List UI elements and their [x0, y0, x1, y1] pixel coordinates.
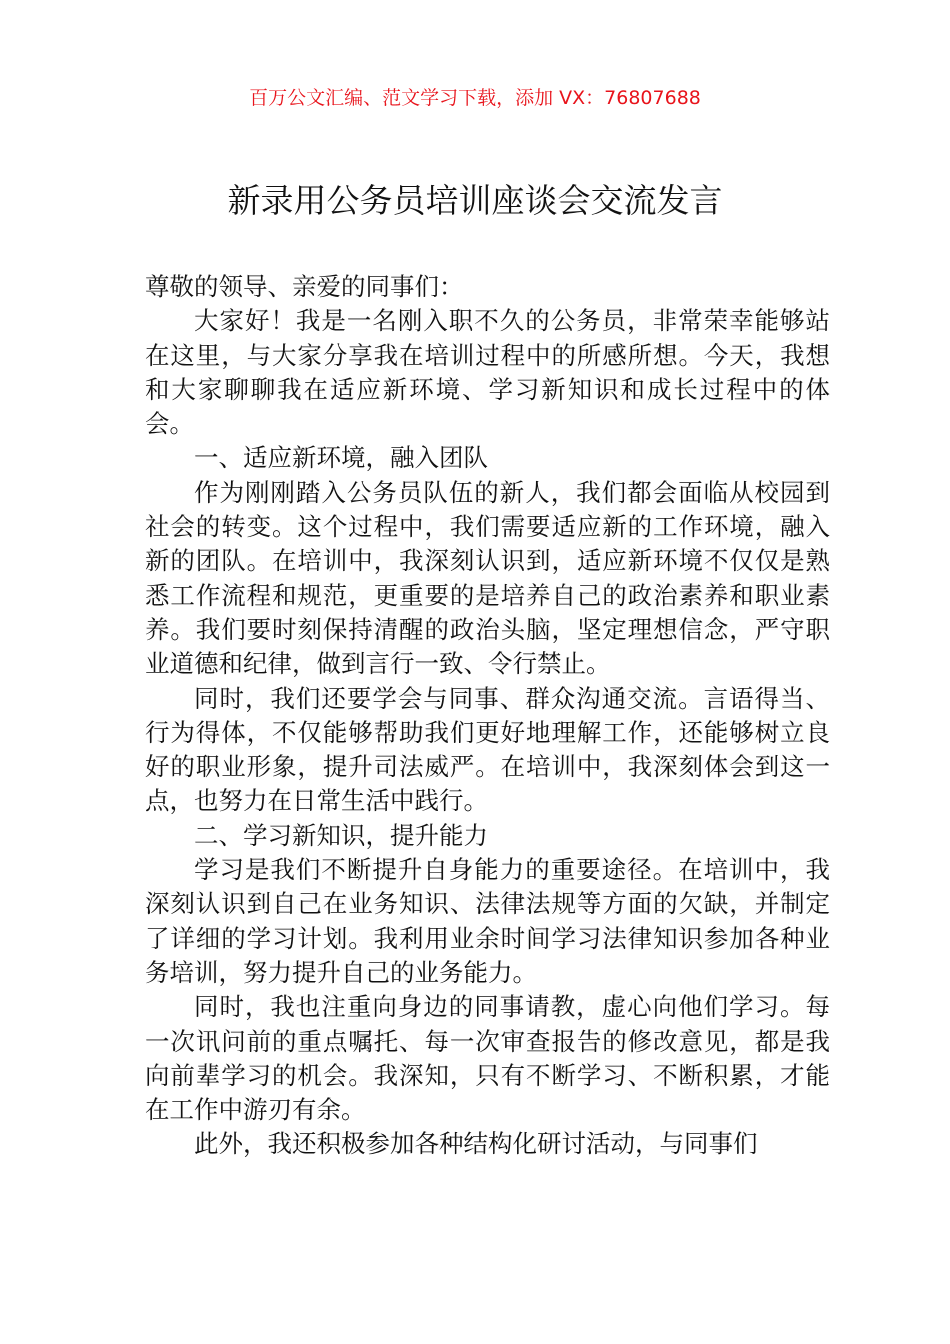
section1-paragraph-2: 同时，我们还要学会与同事、群众沟通交流。言语得当、行为得体，不仅能够帮助我们更好地理解工作，还能够树立良好的职业形象，提升司法威严。在培训中，我深刻体会到这一点，也努力在日常生活中践行。 — [145, 683, 830, 816]
section2-paragraph-2: 同时，我也注重向身边的同事请教，虚心向他们学习。每一次讯问前的重点嘱托、每一次审查报告的修改意见，都是我向前辈学习的机会。我深知，只有不断学习、不断积累，才能在工作中游刃有余。 — [145, 992, 830, 1125]
section-heading-2: 二、学习新知识，提升能力 — [194, 820, 488, 850]
section2-paragraph-3: 此外，我还积极参加各种结构化研讨活动，与同事们 — [194, 1129, 758, 1159]
salutation: 尊敬的领导、亲爱的同事们： — [145, 272, 464, 301]
document-body — [145, 270, 830, 1162]
section2-paragraph-1: 学习是我们不断提升自身能力的重要途径。在培训中，我深刻认识到自己在业务知识、法律法规等方面的欠缺，并制定了详细的学习计划。我利用业余时间学习法律知识参加各种业务培训，努力提升自己的业务能力。 — [145, 855, 830, 987]
section1-paragraph-1: 作为刚刚踏入公务员队伍的新人，我们都会面临从校园到社会的转变。这个过程中，我们需要适应新的工作环境，融入新的团队。在培训中，我深刻认识到，适应新环境不仅仅是熟悉工作流程和规范，更重要的是培养自己的政治素养和职业素养。我们要时刻保持清醒的政治头脑，坚定理想信念，严守职业道德和纪律，做到言行一致、令行禁止。 — [145, 477, 830, 679]
document-title: 新录用公务员培训座谈会交流发言 — [227, 181, 723, 220]
section-heading-1: 一、适应新环境，融入团队 — [194, 443, 488, 473]
intro-paragraph: 大家好！我是一名刚入职不久的公务员，非常荣幸能够站在这里，与大家分享我在培训过程中的所感所想。今天，我想和大家聊聊我在适应新环境、学习新知识和成长过程中的体会。 — [145, 306, 830, 439]
header-note: 百万公文汇编、范文学习下载，添加 VX：76807688 — [249, 87, 701, 109]
